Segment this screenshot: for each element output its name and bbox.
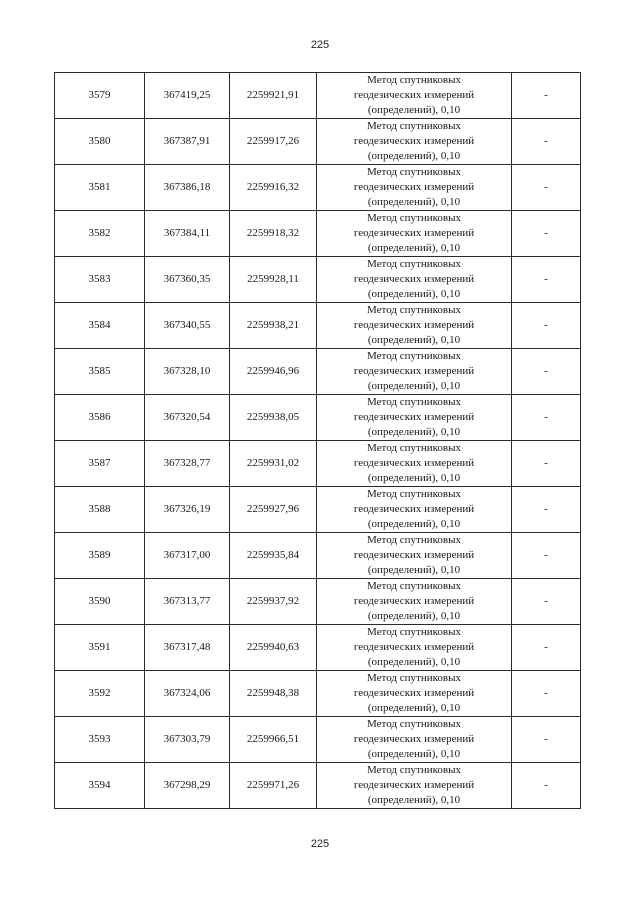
table-row (55, 579, 581, 625)
x-coordinate-cell: 367320,54 (145, 395, 230, 441)
method-line: Метод спутниковых (367, 488, 461, 500)
method-line: геодезических измерений (353, 181, 475, 193)
table-row (55, 487, 581, 533)
method-line: Метод спутниковых (367, 442, 461, 454)
table-row (55, 73, 581, 119)
table-row (55, 441, 581, 487)
x-coordinate-cell: 367313,77 (145, 579, 230, 625)
method-line: геодезических измерений (353, 595, 475, 607)
table-row (55, 349, 581, 395)
table-row (55, 763, 581, 809)
coordinates-table-body (55, 73, 581, 809)
point-number-cell: 3582 (55, 211, 145, 257)
method-line: (определений), 0,10 (367, 472, 461, 484)
method-line: Метод спутниковых (367, 534, 461, 546)
method-cell (317, 671, 512, 717)
y-coordinate-cell: 2259938,05 (230, 395, 317, 441)
method-line: (определений), 0,10 (367, 380, 461, 392)
point-number-cell: 3579 (55, 73, 145, 119)
method-line: геодезических измерений (353, 687, 475, 699)
note-cell: - (512, 763, 581, 809)
method-line: (определений), 0,10 (367, 150, 461, 162)
method-line: (определений), 0,10 (367, 426, 461, 438)
point-number-cell: 3581 (55, 165, 145, 211)
method-line: Метод спутниковых (367, 718, 461, 730)
x-coordinate-cell: 367317,00 (145, 533, 230, 579)
method-cell (317, 119, 512, 165)
method-cell (317, 257, 512, 303)
method-line: Метод спутниковых (367, 672, 461, 684)
method-cell (317, 533, 512, 579)
y-coordinate-cell: 2259928,11 (230, 257, 317, 303)
method-line: (определений), 0,10 (367, 794, 461, 806)
method-line: (определений), 0,10 (367, 288, 461, 300)
method-line: геодезических измерений (353, 457, 475, 469)
x-coordinate-cell: 367324,06 (145, 671, 230, 717)
method-line: Метод спутниковых (367, 74, 461, 86)
method-line: Метод спутниковых (367, 212, 461, 224)
point-number-cell: 3589 (55, 533, 145, 579)
y-coordinate-cell: 2259966,51 (230, 717, 317, 763)
note-cell: - (512, 395, 581, 441)
method-line: Метод спутниковых (367, 396, 461, 408)
method-cell (317, 303, 512, 349)
method-line: геодезических измерений (353, 89, 475, 101)
method-cell (317, 625, 512, 671)
method-cell (317, 763, 512, 809)
method-line: геодезических измерений (353, 135, 475, 147)
point-number-cell: 3584 (55, 303, 145, 349)
y-coordinate-cell: 2259935,84 (230, 533, 317, 579)
note-cell: - (512, 119, 581, 165)
x-coordinate-cell: 367303,79 (145, 717, 230, 763)
method-line: Метод спутниковых (367, 580, 461, 592)
method-cell (317, 487, 512, 533)
method-line: (определений), 0,10 (367, 334, 461, 346)
note-cell: - (512, 717, 581, 763)
x-coordinate-cell: 367384,11 (145, 211, 230, 257)
table-row (55, 671, 581, 717)
table-row (55, 165, 581, 211)
page-number-top: 225 (310, 39, 330, 51)
note-cell: - (512, 671, 581, 717)
method-line: геодезических измерений (353, 411, 475, 423)
method-line: Метод спутниковых (367, 166, 461, 178)
point-number-cell: 3583 (55, 257, 145, 303)
method-line: геодезических измерений (353, 319, 475, 331)
note-cell: - (512, 579, 581, 625)
method-line: Метод спутниковых (367, 350, 461, 362)
x-coordinate-cell: 367328,77 (145, 441, 230, 487)
y-coordinate-cell: 2259940,63 (230, 625, 317, 671)
method-line: геодезических измерений (353, 273, 475, 285)
method-cell (317, 717, 512, 763)
y-coordinate-cell: 2259918,32 (230, 211, 317, 257)
point-number-cell: 3591 (55, 625, 145, 671)
method-cell (317, 165, 512, 211)
point-number-cell: 3585 (55, 349, 145, 395)
note-cell: - (512, 73, 581, 119)
method-line: (определений), 0,10 (367, 610, 461, 622)
point-number-cell: 3590 (55, 579, 145, 625)
table-row (55, 533, 581, 579)
y-coordinate-cell: 2259921,91 (230, 73, 317, 119)
note-cell: - (512, 487, 581, 533)
y-coordinate-cell: 2259946,96 (230, 349, 317, 395)
table-row (55, 119, 581, 165)
point-number-cell: 3586 (55, 395, 145, 441)
table-row (55, 303, 581, 349)
x-coordinate-cell: 367387,91 (145, 119, 230, 165)
method-cell (317, 441, 512, 487)
point-number-cell: 3580 (55, 119, 145, 165)
method-line: геодезических измерений (353, 779, 475, 791)
method-line: Метод спутниковых (367, 304, 461, 316)
note-cell: - (512, 533, 581, 579)
note-cell: - (512, 625, 581, 671)
method-line: Метод спутниковых (367, 258, 461, 270)
method-line: геодезических измерений (353, 227, 475, 239)
y-coordinate-cell: 2259938,21 (230, 303, 317, 349)
note-cell: - (512, 303, 581, 349)
point-number-cell: 3594 (55, 763, 145, 809)
x-coordinate-cell: 367326,19 (145, 487, 230, 533)
y-coordinate-cell: 2259917,26 (230, 119, 317, 165)
table-row (55, 211, 581, 257)
x-coordinate-cell: 367360,35 (145, 257, 230, 303)
method-line: (определений), 0,10 (367, 196, 461, 208)
method-line: геодезических измерений (353, 503, 475, 515)
note-cell: - (512, 257, 581, 303)
y-coordinate-cell: 2259931,02 (230, 441, 317, 487)
method-line: Метод спутниковых (367, 764, 461, 776)
x-coordinate-cell: 367386,18 (145, 165, 230, 211)
method-line: (определений), 0,10 (367, 656, 461, 668)
method-line: геодезических измерений (353, 549, 475, 561)
note-cell: - (512, 349, 581, 395)
method-line: (определений), 0,10 (367, 702, 461, 714)
x-coordinate-cell: 367419,25 (145, 73, 230, 119)
method-cell (317, 579, 512, 625)
x-coordinate-cell: 367328,10 (145, 349, 230, 395)
table-row (55, 395, 581, 441)
y-coordinate-cell: 2259937,92 (230, 579, 317, 625)
method-cell (317, 349, 512, 395)
note-cell: - (512, 165, 581, 211)
x-coordinate-cell: 367340,55 (145, 303, 230, 349)
method-line: геодезических измерений (353, 733, 475, 745)
method-line: (определений), 0,10 (367, 748, 461, 760)
method-line: (определений), 0,10 (367, 518, 461, 530)
table-row (55, 717, 581, 763)
method-line: (определений), 0,10 (367, 564, 461, 576)
point-number-cell: 3587 (55, 441, 145, 487)
x-coordinate-cell: 367298,29 (145, 763, 230, 809)
note-cell: - (512, 211, 581, 257)
method-line: Метод спутниковых (367, 120, 461, 132)
method-cell (317, 211, 512, 257)
method-line: (определений), 0,10 (367, 104, 461, 116)
page-number-bottom: 225 (310, 838, 330, 850)
y-coordinate-cell: 2259916,32 (230, 165, 317, 211)
method-cell (317, 395, 512, 441)
method-cell (317, 73, 512, 119)
table-row (55, 625, 581, 671)
method-line: (определений), 0,10 (367, 242, 461, 254)
method-line: геодезических измерений (353, 641, 475, 653)
point-number-cell: 3592 (55, 671, 145, 717)
y-coordinate-cell: 2259927,96 (230, 487, 317, 533)
table-row (55, 257, 581, 303)
coordinates-table (54, 72, 581, 809)
y-coordinate-cell: 2259971,26 (230, 763, 317, 809)
note-cell: - (512, 441, 581, 487)
point-number-cell: 3588 (55, 487, 145, 533)
x-coordinate-cell: 367317,48 (145, 625, 230, 671)
y-coordinate-cell: 2259948,38 (230, 671, 317, 717)
point-number-cell: 3593 (55, 717, 145, 763)
method-line: геодезических измерений (353, 365, 475, 377)
method-line: Метод спутниковых (367, 626, 461, 638)
